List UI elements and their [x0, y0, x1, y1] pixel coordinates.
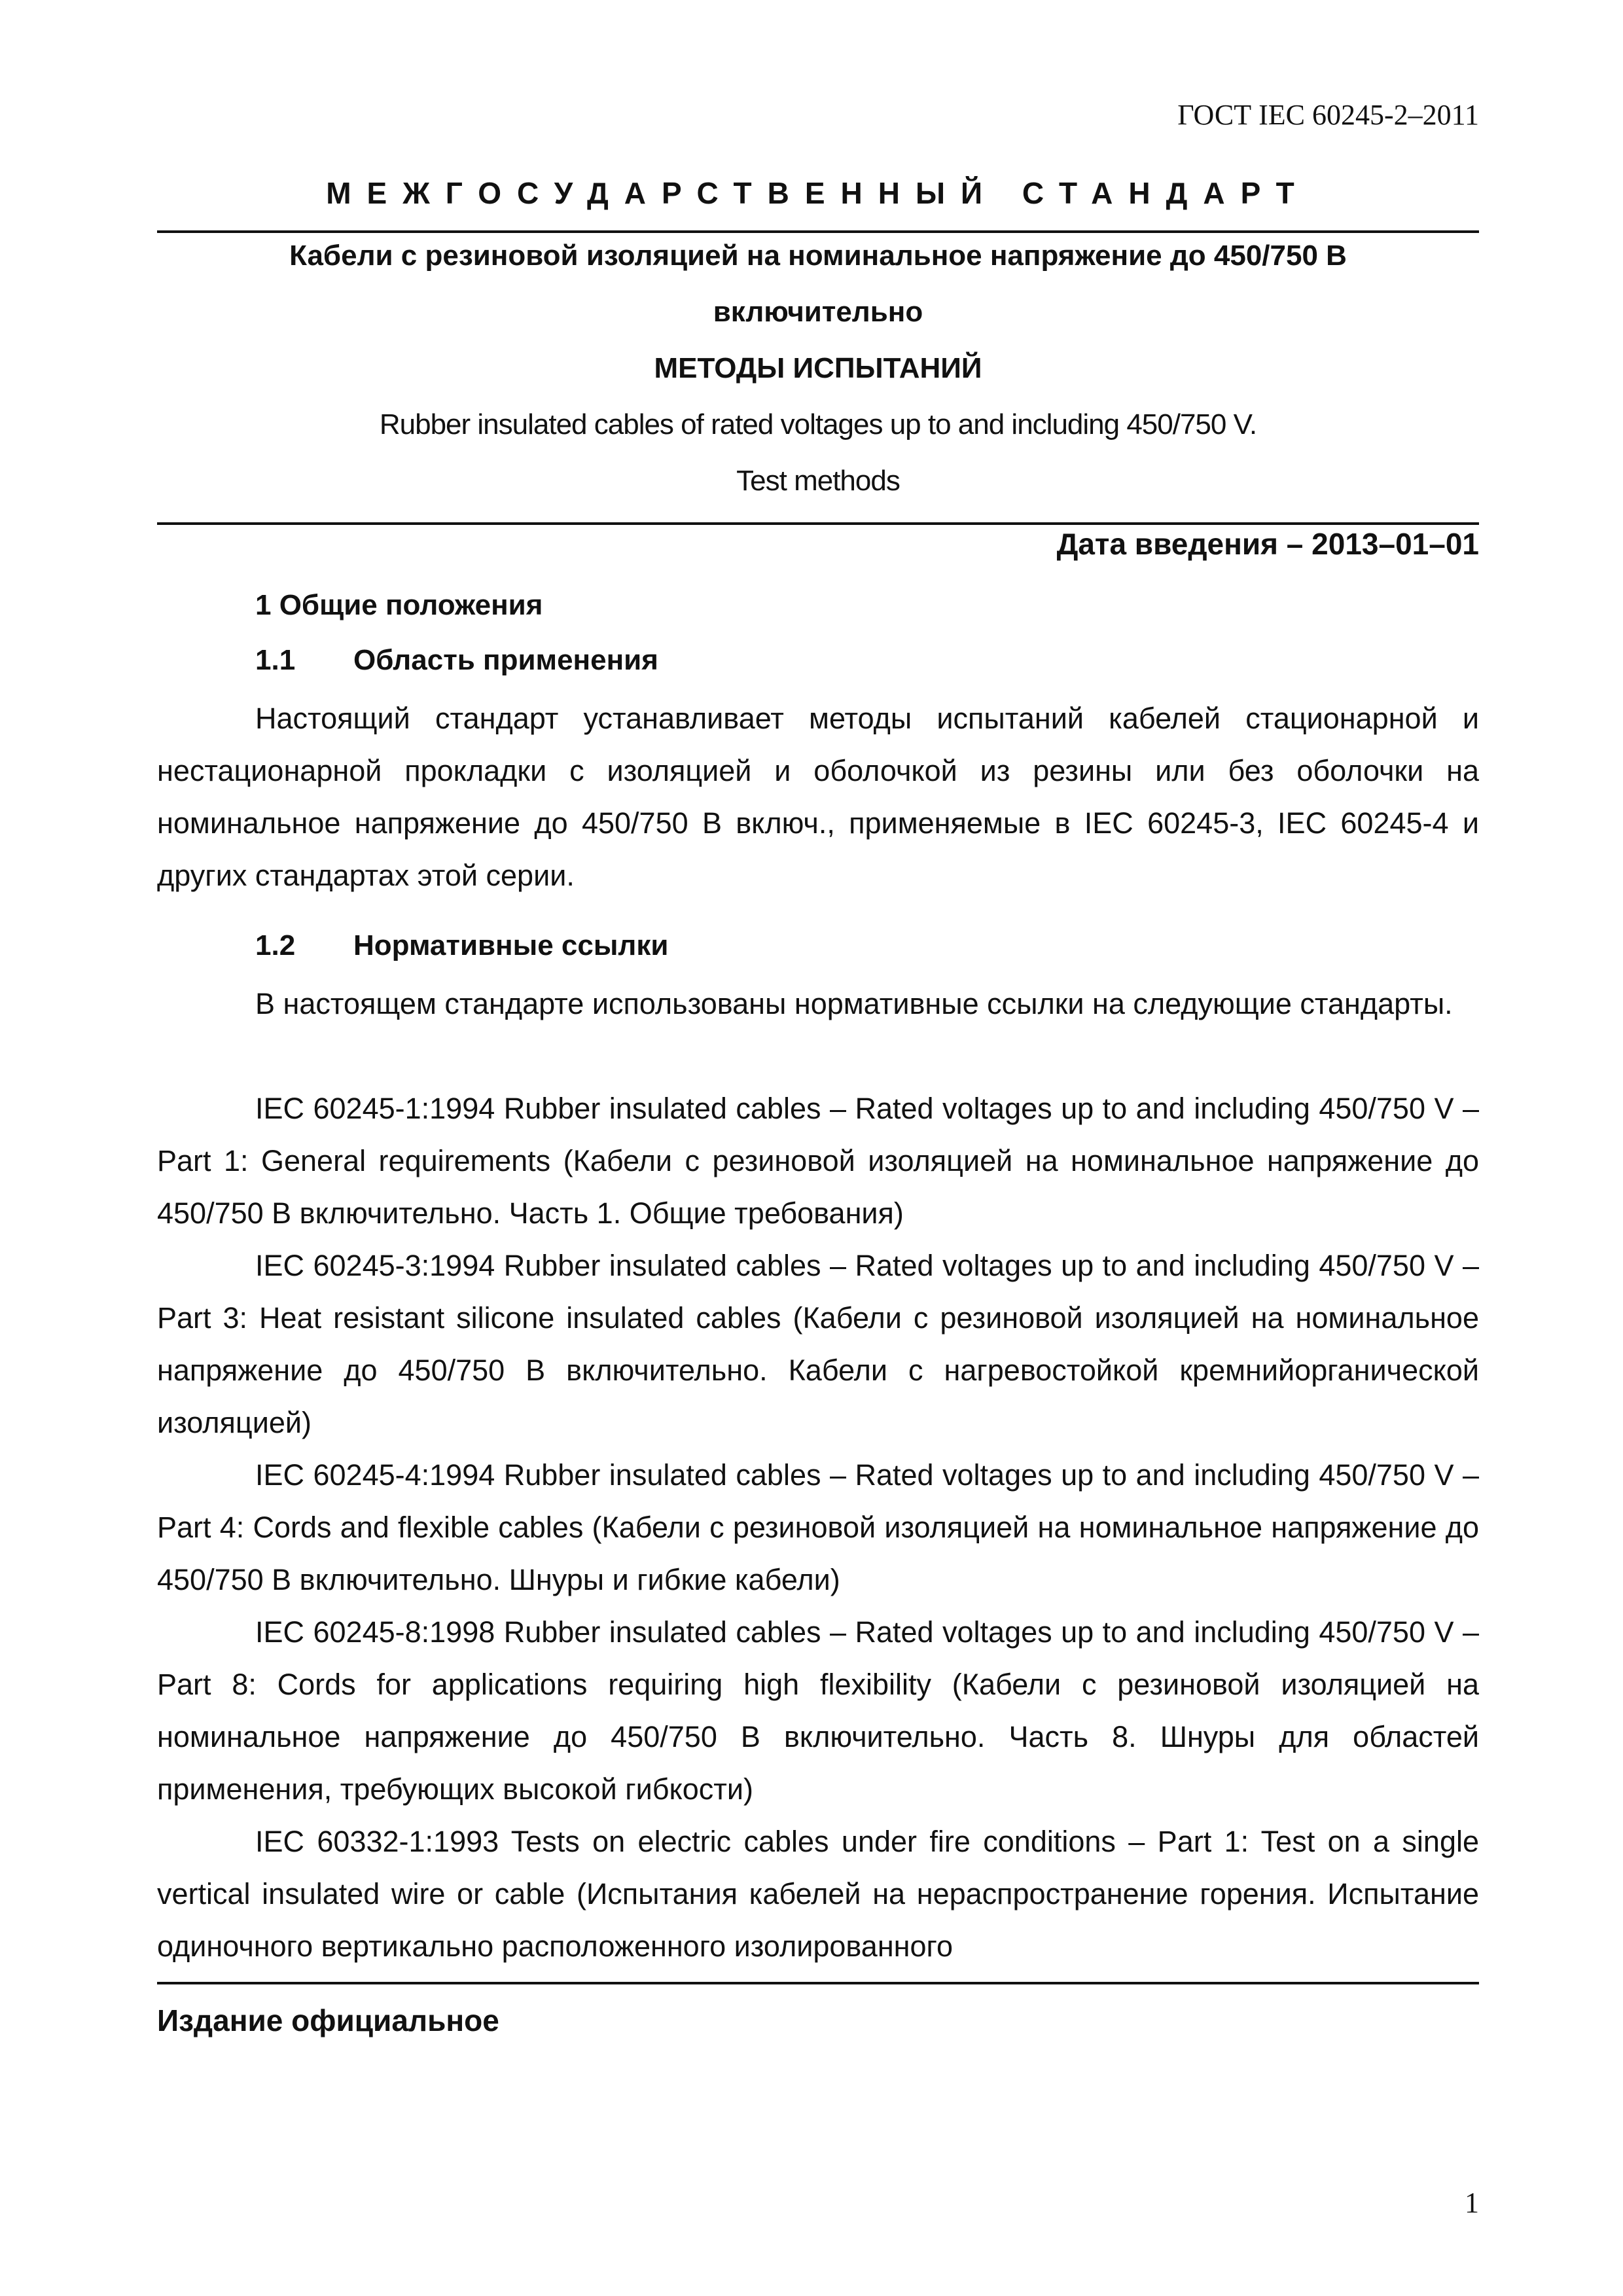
scope-paragraph: Настоящий стандарт устанавливает методы испытаний кабелей стационарной и нестационарной прокладки с изоляцией и оболочкой из резины или без оболочки на номинальное напряжение до 450/750 В включ., применяемые в IEC 60245-3, IEC 60245-4 и других стандартах этой серии.	[157, 702, 1479, 892]
section-title: Нормативные ссылки	[353, 929, 669, 961]
section-title: Область применения	[353, 644, 658, 676]
section-1-2-heading	[255, 929, 668, 962]
title-ru-subtitle: МЕТОДЫ ИСПЫТАНИЙ	[654, 352, 982, 384]
reference-item: IEC 60245-8:1998 Rubber insulated cables – Rated voltages up to and including 450/750 V – Part 8: Cords for applications requiring high flexibility (Кабели с резиновой изоляцией на номинальное напряжение до 450/750 В включительно. Часть 8. Шнуры для областей применения, требующих высокой гибкости)	[157, 1615, 1479, 1806]
title-ru-line2: включительно	[713, 296, 923, 328]
section-number: 1.1	[255, 644, 296, 676]
normative-references-intro: В настоящем стандарте использованы нормативные ссылки на следующие стандарты.	[255, 987, 1453, 1020]
title-divider	[157, 522, 1479, 525]
document-code: ГОСТ IEC 60245-2–2011	[1177, 99, 1479, 131]
reference-item: IEC 60332-1:1993 Tests on electric cables under fire conditions – Part 1: Test on a single vertical insulated wire or cable (Испытания кабелей на нераспространение горения. Испытание одиночного вертикально расположенного изолированного	[157, 1825, 1479, 1963]
footer-divider	[157, 1982, 1479, 1984]
page-number: 1	[1465, 2187, 1479, 2219]
title-en-line2: Test methods	[736, 465, 900, 497]
section-number: 1.2	[255, 929, 296, 961]
title-ru-line1: Кабели с резиновой изоляцией на номинальное напряжение до 450/750 В	[289, 240, 1347, 272]
introduction-date: Дата введения – 2013–01–01	[1056, 527, 1479, 561]
reference-item: IEC 60245-3:1994 Rubber insulated cables – Rated voltages up to and including 450/750 V – Part 3: Heat resistant silicone insulated cables (Кабели с резиновой изоляцией на номинальное напряжение до 450/750 В включительно. Кабели с нагревостойкой кремнийорганической изоляцией)	[157, 1249, 1479, 1439]
official-edition-label: Издание официальное	[157, 2003, 499, 2037]
reference-item: IEC 60245-4:1994 Rubber insulated cables – Rated voltages up to and including 450/750 V – Part 4: Cords and flexible cables (Кабели с резиновой изоляцией на номинальное напряжение до 450/750 В включительно. Шнуры и гибкие кабели)	[157, 1458, 1479, 1596]
section-1-heading: 1 Общие положения	[255, 589, 543, 621]
section-1-1-heading	[255, 644, 658, 677]
reference-item: IEC 60245-1:1994 Rubber insulated cables – Rated voltages up to and including 450/750 V – Part 1: General requirements (Кабели с резиновой изоляцией на номинальное напряжение до 450/750 В включительно. Часть 1. Общие требования)	[157, 1092, 1479, 1230]
title-en-line1: Rubber insulated cables of rated voltages up to and including 450/750 V.	[379, 408, 1257, 440]
standard-type-heading: МЕЖГОСУДАРСТВЕННЫЙ СТАНДАРТ	[326, 176, 1310, 210]
